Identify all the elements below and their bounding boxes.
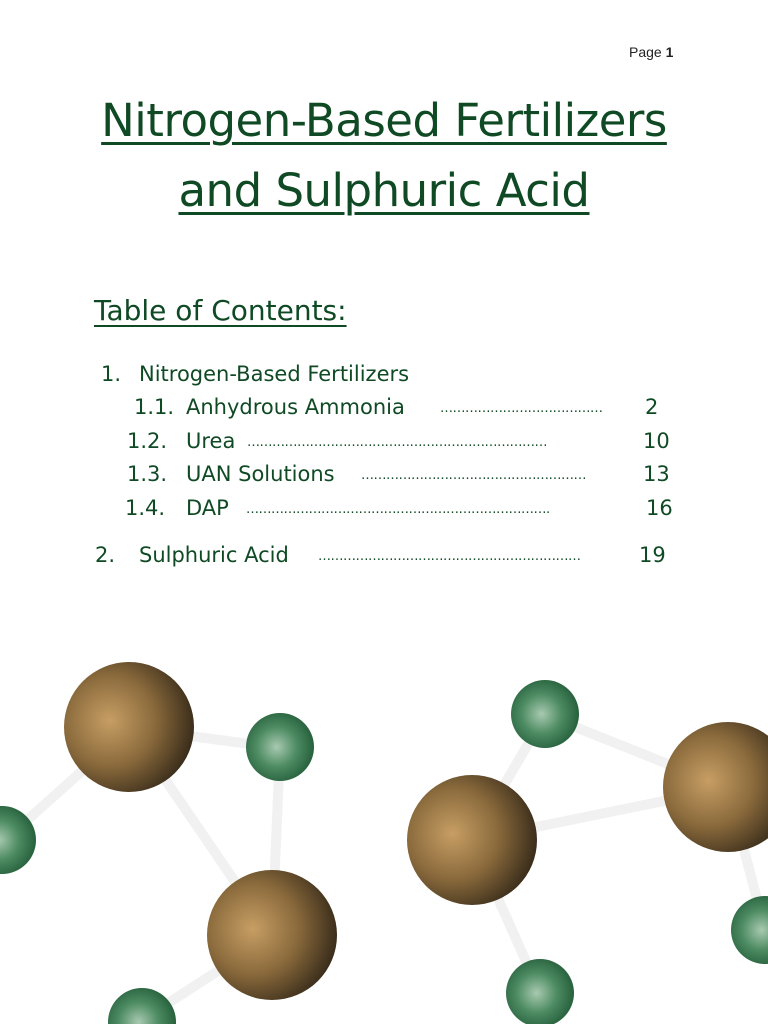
document-title	[0, 86, 768, 226]
page-number	[629, 44, 673, 60]
molecule-sphere-green	[506, 959, 574, 1024]
toc-item-page: 2	[645, 395, 659, 419]
molecule-sphere-green	[731, 896, 768, 964]
toc-item-page: 16	[646, 496, 673, 520]
toc-section-2[interactable]	[0, 543, 768, 571]
toc-item-page: 13	[643, 462, 670, 486]
toc-section-1[interactable]	[0, 362, 768, 390]
molecule-sphere-green	[511, 680, 579, 748]
toc-leader-dots: ………………………………………………………………	[247, 435, 547, 450]
toc-leader-dots: ………………………………………………	[361, 468, 586, 483]
page-number-value: 1	[665, 44, 674, 60]
toc-item-dap[interactable]	[0, 496, 768, 524]
toc-section-label: Nitrogen-Based Fertilizers	[139, 362, 410, 386]
toc-leader-dots: ……………………………………………………………….	[246, 502, 550, 517]
toc-item-uan-solutions[interactable]	[0, 462, 768, 490]
toc-item-anhydrous-ammonia[interactable]	[0, 395, 768, 423]
toc-item-urea[interactable]	[0, 429, 768, 457]
toc-section-label: Sulphuric Acid	[139, 543, 289, 567]
toc-item-label: Urea	[186, 429, 236, 453]
toc-leader-dots: …………………………………	[440, 401, 603, 416]
toc-item-page: 10	[643, 429, 670, 453]
toc-heading: Table of Contents:	[94, 294, 347, 327]
toc-item-number: 1.1.	[134, 395, 175, 419]
toc-item-number: 1.4.	[125, 496, 166, 520]
molecule-sphere-green	[108, 988, 176, 1024]
page-label: Page	[629, 44, 662, 60]
toc-item-label: Anhydrous Ammonia	[186, 395, 405, 419]
toc-section-number: 2.	[95, 543, 116, 567]
toc-section-number: 1.	[101, 362, 122, 386]
toc-leader-dots: ………………………………………………………	[318, 549, 581, 564]
molecule-sphere-brown	[207, 870, 337, 1000]
molecule-sphere-green	[246, 713, 314, 781]
title-line-1: Nitrogen-Based Fertilizers	[101, 94, 667, 147]
molecule-sphere-brown	[407, 775, 537, 905]
toc-item-page: 19	[639, 543, 666, 567]
molecule-sphere-brown	[64, 662, 194, 792]
toc-item-label: DAP	[186, 496, 229, 520]
title-line-2: and Sulphuric Acid	[178, 164, 590, 217]
toc-item-number: 1.2.	[127, 429, 168, 453]
toc-item-label: UAN Solutions	[186, 462, 335, 486]
molecule-sphere-brown	[663, 722, 768, 852]
molecule-illustration	[0, 640, 768, 1024]
toc-item-number: 1.3.	[127, 462, 168, 486]
